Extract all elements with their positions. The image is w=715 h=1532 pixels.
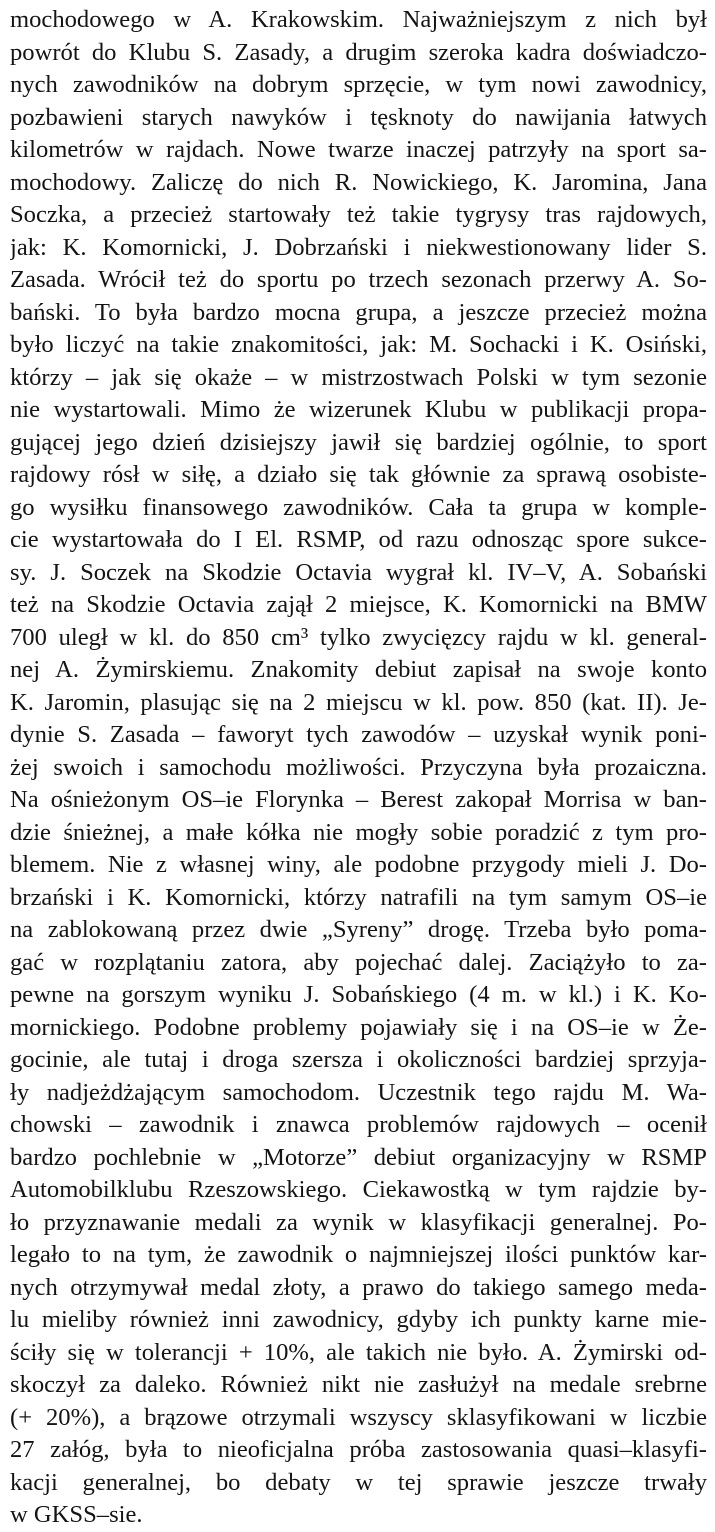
- text-line: mornickiego. Podobne problemy pojawiały się i na OS–ie w Że-: [10, 1013, 707, 1041]
- text-line: którzy – jak się okaże – w mistrzostwach Polski w tym sezonie: [10, 363, 707, 391]
- text-line: 27 załóg, była to nieoficjalna próba zastosowania quasi–klasyfi-: [10, 1436, 707, 1463]
- text-line: brzański i K. Komornicki, którzy natrafili na tym samym OS–ie: [10, 883, 707, 911]
- text-line: skoczył za daleko. Również nikt nie zasłużył na medale srebrne: [10, 1371, 707, 1398]
- text-line: bardzo pochlebnie w „Motorze” debiut organizacyjny w RSMP: [10, 1143, 707, 1171]
- text-line: ło przyznawanie medali za wynik w klasyfikacji generalnej. Po-: [10, 1208, 707, 1236]
- text-line: blemem. Nie z własnej winy, ale podobne przygody mieli J. Do-: [10, 851, 707, 878]
- text-line: gać w rozplątaniu zatora, aby pojechać dalej. Zaciążyło to za-: [10, 948, 707, 976]
- text-line: Automobilklubu Rzeszowskiego. Ciekawostką w tym rajdzie by-: [10, 1176, 707, 1203]
- text-line: nych zawodników na dobrym sprzęcie, w tym nowi zawodnicy,: [10, 71, 707, 98]
- text-line: gującej jego dzień dzisiejszy jawił się bardziej ogólnie, to sport: [10, 428, 707, 456]
- text-line: Soczka, a przecież startowały też takie tygrysy tras rajdowych,: [10, 201, 707, 228]
- text-line: legało to na tym, że zawodnik o najmniejszej ilości punktów kar-: [10, 1241, 707, 1268]
- text-line: żej swoich i samochodu możliwości. Przyczyna była prozaiczna.: [10, 753, 707, 781]
- text-line: było liczyć na takie znakomitości, jak: M. Sochacki i K. Osiński,: [10, 331, 707, 358]
- text-line: mochodowego w A. Krakowskim. Najważniejszym z nich był: [10, 6, 707, 33]
- text-line: ściły się w tolerancji + 10%, ale takich nie było. A. Żymirski od-: [10, 1338, 707, 1366]
- text-line: jak: K. Komornicki, J. Dobrzański i niekwestionowany lider S.: [10, 233, 707, 261]
- text-line: na zablokowaną przez dwie „Syreny” drogę. Trzeba było poma-: [10, 916, 707, 943]
- text-line: też na Skodzie Octavia zajął 2 miejsce, K. Komornicki na BMW: [10, 591, 707, 618]
- text-line: go wysiłku finansowego zawodników. Cała ta grupa w komple-: [10, 493, 707, 521]
- text-line: chowski – zawodnik i znawca problemów rajdowych – ocenił: [10, 1111, 707, 1138]
- text-line: dzie śnieżnej, a małe kółka nie mogły sobie poradzić z tym pro-: [10, 818, 707, 846]
- text-line: kilometrów w rajdach. Nowe twarze inaczej patrzyły na sport sa-: [10, 136, 707, 163]
- text-line: bański. To była bardzo mocna grupa, a jeszcze przecież można: [10, 298, 707, 326]
- text-line: rajdowy rósł w siłę, a działo się tak głównie za sprawą osobiste-: [10, 461, 707, 488]
- text-line: nie wystartowali. Mimo że wizerunek Klubu w publikacji propa-: [10, 396, 707, 423]
- text-line: pewne na gorszym wyniku J. Sobańskiego (4 m. w kl.) i K. Ko-: [10, 981, 707, 1008]
- text-line: cie wystartowała do I El. RSMP, od razu odnosząc spore sukce-: [10, 526, 707, 553]
- text-line: kacji generalnej, bo debaty w tej sprawie jeszcze trwały: [10, 1468, 707, 1496]
- text-line: Na ośnieżonym OS–ie Florynka – Berest zakopał Morrisa w ban-: [10, 786, 707, 813]
- text-line: mochodowy. Zaliczę do nich R. Nowickiego, K. Jaromina, Jana: [10, 168, 707, 196]
- text-line: gocinie, ale tutaj i droga szersza i okoliczności bardziej sprzyja-: [10, 1046, 707, 1073]
- text-line: dynie S. Zasada – faworyt tych zawodów – uzyskał wynik poni-: [10, 721, 707, 748]
- text-line: ły nadjeżdżającym samochodom. Uczestnik tego rajdu M. Wa-: [10, 1078, 707, 1106]
- text-line: K. Jaromin, plasując się na 2 miejscu w kl. pow. 850 (kat. II). Je-: [10, 688, 707, 716]
- text-line: lu mieliby również inni zawodnicy, gdyby ich punkty karne mie-: [10, 1306, 707, 1333]
- body-text: [10, 4, 707, 1532]
- text-line: pozbawieni starych nawyków i tęsknoty do nawijania łatwych: [10, 103, 707, 131]
- text-line: nej A. Żymirskiemu. Znakomity debiut zapisał na swoje konto: [10, 656, 707, 683]
- text-line: sy. J. Soczek na Skodzie Octavia wygrał kl. IV–V, A. Sobański: [10, 558, 707, 586]
- text-line: nych otrzymywał medal złoty, a prawo do takiego samego meda-: [10, 1273, 707, 1301]
- text-line: powrót do Klubu S. Zasady, a drugim szeroka kadra doświadczo-: [10, 38, 707, 66]
- text-line: (+ 20%), a brązowe otrzymali wszyscy sklasyfikowani w liczbie: [10, 1403, 707, 1431]
- text-line: Zasada. Wrócił też do sportu po trzech sezonach przerwy A. So-: [10, 266, 707, 293]
- text-line: 700 uległ w kl. do 850 cm³ tylko zwycięzcy rajdu w kl. general-: [10, 623, 707, 651]
- text-line: w GKSS–sie.: [10, 1501, 143, 1528]
